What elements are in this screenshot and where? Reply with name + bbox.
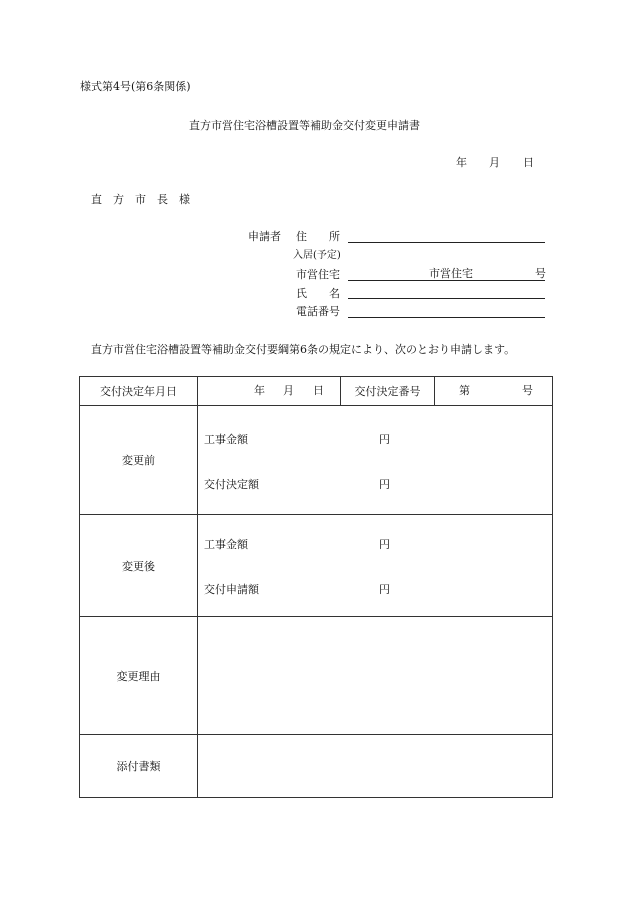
movein-label: 入居(予定) bbox=[293, 250, 341, 261]
address-label: 住 所 bbox=[296, 230, 340, 243]
after-work-amount-label: 工事金額 bbox=[204, 538, 248, 551]
name-field[interactable] bbox=[348, 298, 545, 299]
phone-label: 電話番号 bbox=[296, 305, 340, 318]
before-grant-label: 交付決定額 bbox=[204, 478, 259, 491]
date-month-label: 月 bbox=[489, 156, 500, 169]
decision-number-prefix: 第 bbox=[459, 384, 470, 397]
decision-number-suffix: 号 bbox=[522, 384, 533, 397]
after-grant-label: 交付申請額 bbox=[204, 583, 259, 596]
table-row bbox=[80, 617, 553, 735]
table-row bbox=[80, 377, 553, 406]
reason-field[interactable] bbox=[198, 617, 553, 735]
before-amounts[interactable] bbox=[198, 406, 553, 515]
after-work-amount-yen: 円 bbox=[379, 538, 390, 551]
date-day-label: 日 bbox=[523, 156, 534, 169]
housing-middle-text: 市営住宅 bbox=[429, 267, 473, 280]
table-row bbox=[80, 735, 553, 798]
before-work-amount-label: 工事金額 bbox=[204, 433, 248, 446]
address-field[interactable] bbox=[348, 242, 545, 243]
date-year-label: 年 bbox=[456, 156, 467, 169]
reason-label: 変更理由 bbox=[80, 617, 198, 735]
form-number: 様式第4号(第6条関係) bbox=[80, 80, 191, 93]
attachments-label: 添付書類 bbox=[80, 735, 198, 798]
attachments-field[interactable] bbox=[198, 735, 553, 798]
housing-label: 市営住宅 bbox=[296, 268, 340, 281]
after-amounts[interactable] bbox=[198, 515, 553, 617]
after-grant-yen: 円 bbox=[379, 583, 390, 596]
document-title: 直方市営住宅浴槽設置等補助金交付変更申請書 bbox=[189, 119, 420, 132]
before-label: 変更前 bbox=[80, 406, 198, 515]
decision-date-value[interactable] bbox=[198, 377, 341, 406]
addressee: 直 方 市 長 様 bbox=[91, 193, 190, 206]
after-label: 変更後 bbox=[80, 515, 198, 617]
decision-day-label: 日 bbox=[313, 384, 324, 397]
name-label: 氏 名 bbox=[296, 287, 340, 300]
before-grant-yen: 円 bbox=[379, 478, 390, 491]
change-table bbox=[79, 376, 553, 798]
phone-field[interactable] bbox=[348, 317, 545, 318]
housing-suffix: 号 bbox=[535, 267, 546, 280]
decision-number-label: 交付決定番号 bbox=[341, 377, 435, 406]
table-row bbox=[80, 406, 553, 515]
decision-year-label: 年 bbox=[254, 384, 265, 397]
applicant-label: 申請者 bbox=[248, 230, 281, 243]
table-row bbox=[80, 515, 553, 617]
before-work-amount-yen: 円 bbox=[379, 433, 390, 446]
decision-month-label: 月 bbox=[283, 384, 294, 397]
decision-number-value[interactable] bbox=[435, 377, 553, 406]
body-text: 直方市営住宅浴槽設置等補助金交付要綱第6条の規定により、次のとおり申請します。 bbox=[91, 343, 516, 356]
decision-date-label: 交付決定年月日 bbox=[80, 377, 198, 406]
